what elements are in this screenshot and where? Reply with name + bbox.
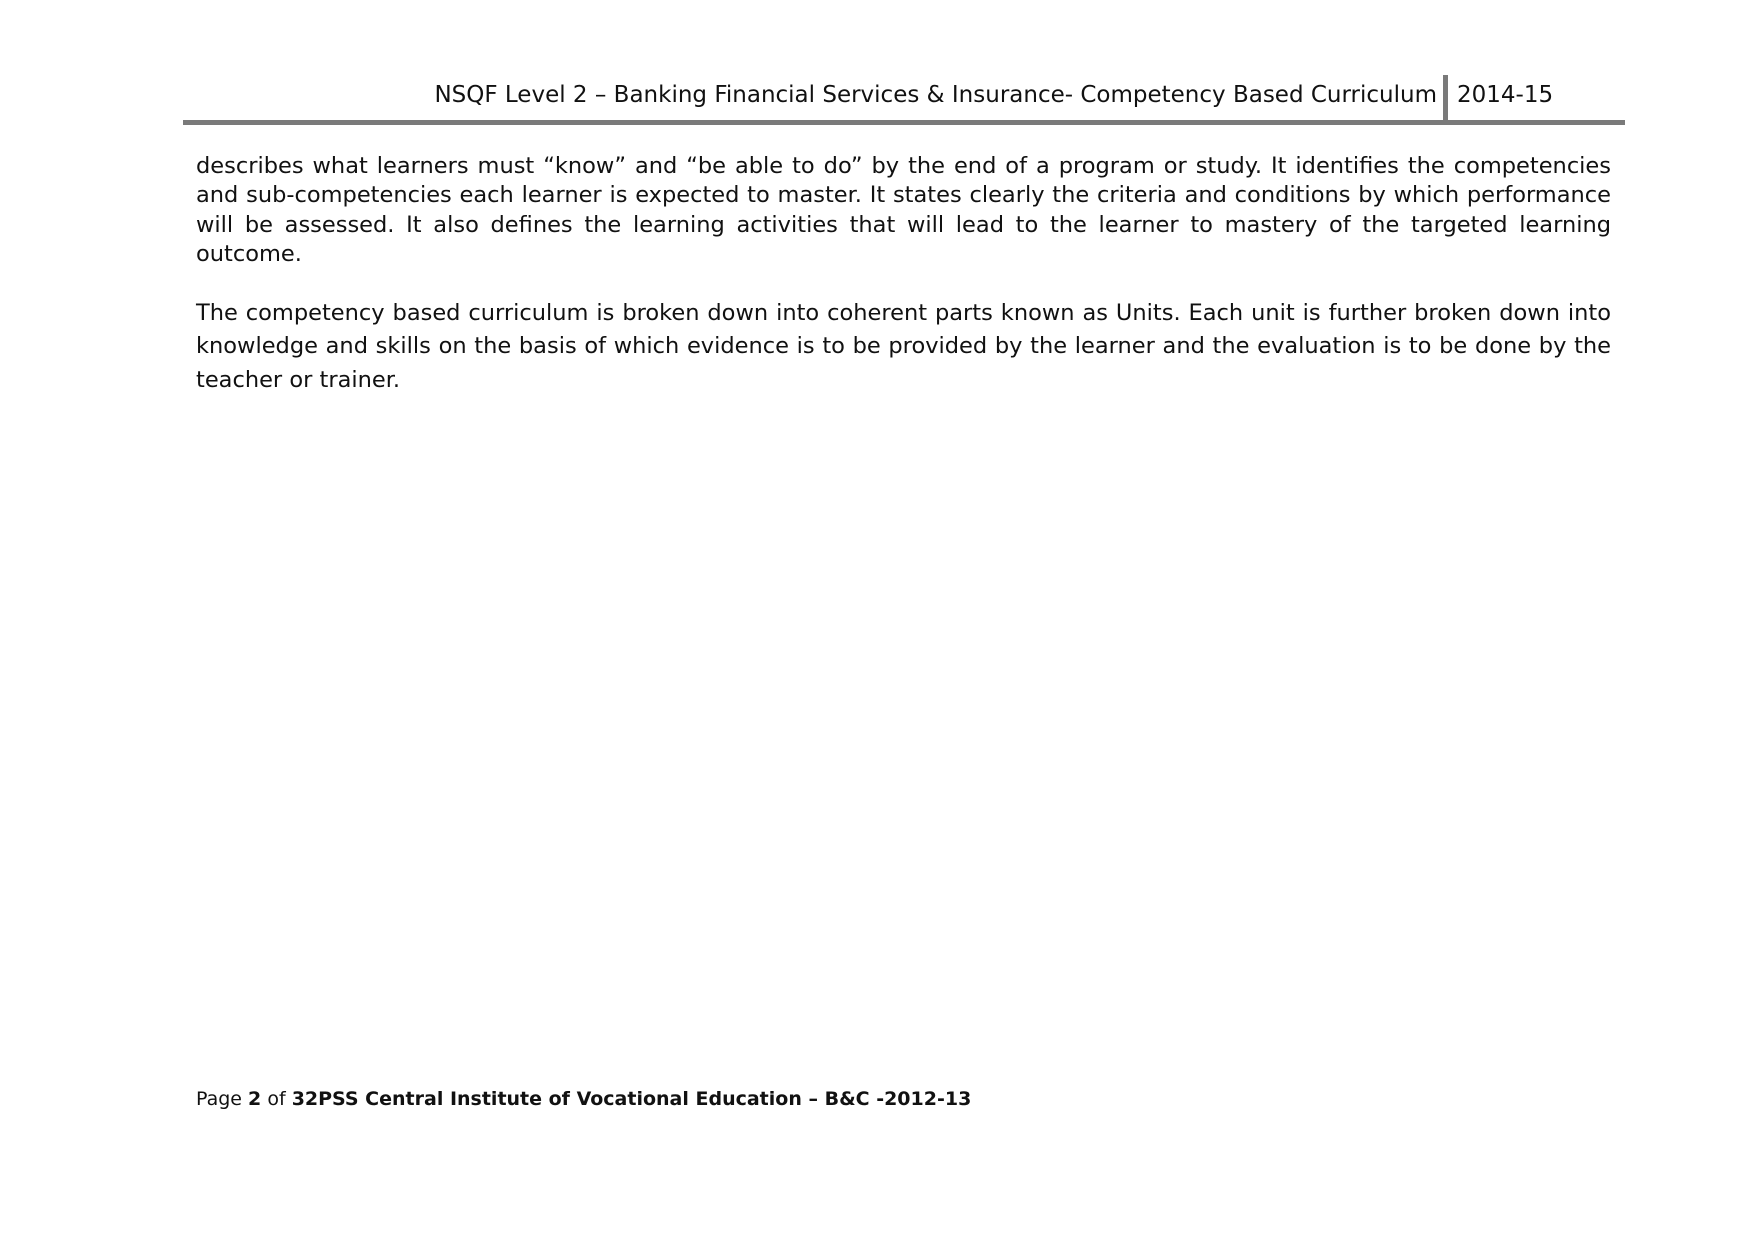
- footer-page-prefix: Page: [196, 1088, 249, 1110]
- footer-institute: 32PSS Central Institute of Vocational Education – B&C -2012-13: [291, 1088, 972, 1110]
- body-paragraph: describes what learners must “know” and “be able to do” by the end of a program or study. It identifies the competencies and sub-competencies each learner is expected to master. It states clearly the criteria and conditions by which performance will be assessed. It also defines the learning activities that will lead to the learner to mastery of the targeted learning outcome.: [196, 153, 1611, 267]
- header-year: 2014-15: [1457, 82, 1554, 108]
- body-paragraph: The competency based curriculum is broken down into coherent parts known as Units. Each unit is further broken down into knowledge and skills on the basis of which evidence is to be provided by the learner and the evaluation is to be done by the teacher or trainer.: [196, 300, 1611, 393]
- header-rule: [183, 120, 1625, 125]
- document-body: [196, 152, 1611, 397]
- header-title: NSQF Level 2 – Banking Financial Services & Insurance- Competency Based Curriculum: [434, 82, 1437, 108]
- footer-page-of: of: [261, 1088, 292, 1110]
- header-separator: [1443, 75, 1448, 121]
- footer-page-number: 2: [248, 1088, 262, 1110]
- page-header: [183, 75, 1625, 121]
- page-footer: [196, 1087, 971, 1111]
